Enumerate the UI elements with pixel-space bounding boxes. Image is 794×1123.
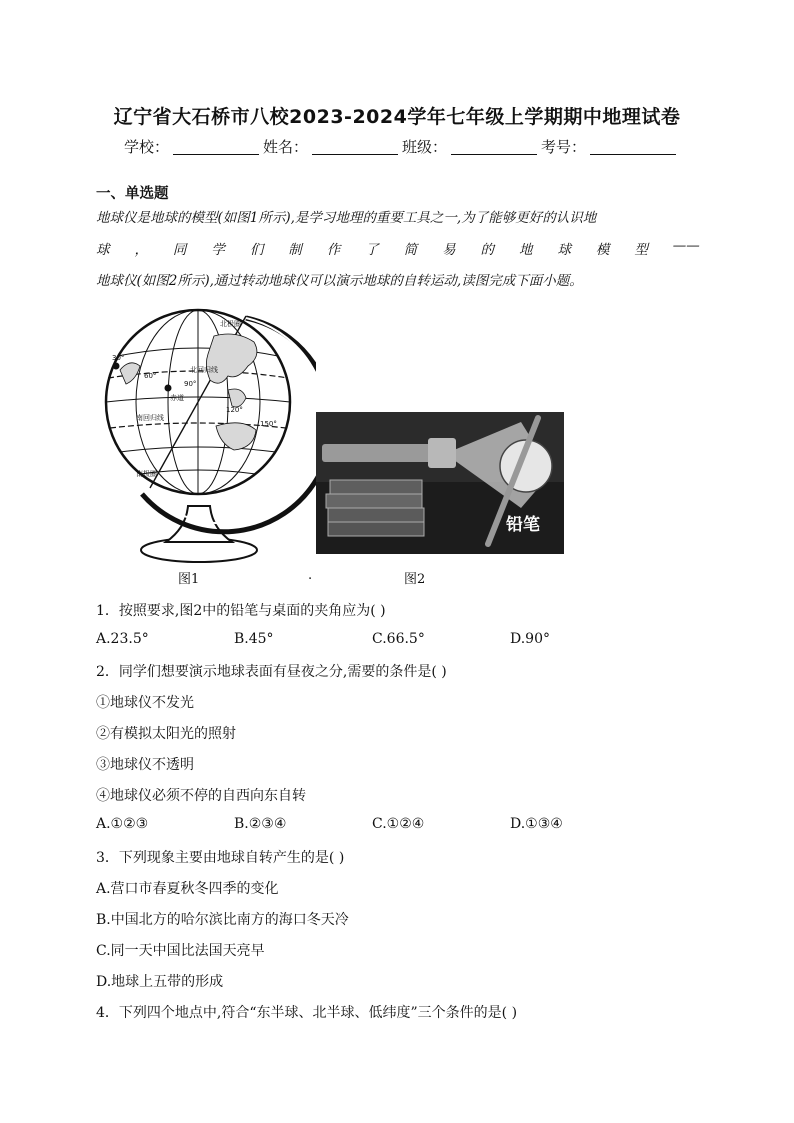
school-label: 学校：: [124, 138, 170, 156]
option-c[interactable]: C.①②④: [372, 816, 425, 832]
globe-label-30: 30°: [112, 354, 125, 362]
book: [328, 508, 424, 522]
intro-char: ——: [672, 238, 700, 254]
globe-figure: [96, 306, 316, 568]
book: [328, 522, 424, 536]
intro-char: 型: [634, 242, 648, 258]
number-blank[interactable]: [590, 140, 676, 155]
fig1-caption: 图1: [178, 572, 200, 587]
book: [330, 480, 422, 494]
option-b[interactable]: B.中国北方的哈尔滨比南方的海口冬天冷: [96, 912, 349, 928]
intro-line-3: 地球仪(如图2所示),通过转动地球仪可以演示地球的自转运动,读图完成下面小题。: [96, 273, 583, 289]
statement: ②有模拟太阳光的照射: [96, 726, 236, 742]
student-info-row: [124, 136, 684, 157]
intro-char: 学: [211, 242, 225, 258]
paper-title: 辽宁省大石桥市八校2023-2024学年七年级上学期期中地理试卷: [113, 106, 681, 128]
pencil-label: 铅笔: [506, 515, 540, 535]
fig2-caption: 图2: [404, 572, 426, 587]
intro-char: 的: [480, 242, 495, 258]
name-label: 姓名：: [263, 138, 309, 156]
number-label: 考号：: [541, 138, 587, 156]
globe-label-90: 90°: [184, 380, 197, 388]
school-blank[interactable]: [173, 140, 259, 155]
question-3-stem: 3．下列现象主要由地球自转产生的是( ): [96, 850, 345, 866]
option-d[interactable]: D.90°: [510, 631, 550, 647]
option-a[interactable]: A.①②③: [96, 816, 149, 832]
class-blank[interactable]: [451, 140, 537, 155]
class-label: 班级：: [402, 138, 448, 156]
intro-line-1: 地球仪是地球的模型(如图1所示),是学习地理的重要工具之一,为了能够更好的认识地: [96, 210, 597, 226]
separator-dot: .: [308, 568, 313, 583]
question-1-stem: 1．按照要求,图2中的铅笔与桌面的夹角应为( ): [96, 603, 386, 619]
intro-char: 球: [557, 242, 571, 258]
statement: ①地球仪不发光: [96, 695, 194, 711]
point-marker: [165, 385, 172, 392]
section-heading: 一、单选题: [96, 186, 169, 202]
statement: ③地球仪不透明: [96, 757, 194, 773]
flashlight: [322, 444, 432, 462]
statement: ④地球仪必须不停的自西向东自转: [96, 788, 306, 804]
option-c[interactable]: C.同一天中国比法国天亮早: [96, 943, 265, 959]
globe-label-150: 150°: [260, 420, 277, 428]
globe-label-tropic-n: 北回归线: [190, 366, 218, 374]
intro-char: 球: [96, 242, 110, 258]
option-c[interactable]: C.66.5°: [372, 631, 425, 647]
globe-label-arctic: 北极圈: [220, 320, 241, 328]
intro-char: ，: [134, 242, 148, 258]
option-a[interactable]: A.23.5°: [96, 631, 149, 647]
intro-char: 模: [595, 242, 610, 258]
globe-label-tropic-s: 南回归线: [136, 414, 164, 422]
question-2-stem: 2．同学们想要演示地球表面有昼夜之分,需要的条件是( ): [96, 664, 447, 680]
name-blank[interactable]: [312, 140, 398, 155]
intro-char: 制: [288, 242, 302, 258]
intro-char: 简: [403, 242, 418, 258]
option-b[interactable]: B.②③④: [234, 816, 287, 832]
question-4-stem: 4．下列四个地点中,符合“东半球、北半球、低纬度”三个条件的是( ): [96, 1005, 518, 1021]
flashlight-photo: [316, 412, 564, 554]
point-marker: [113, 363, 120, 370]
option-d[interactable]: D.①③④: [510, 816, 563, 832]
intro-char: 易: [442, 242, 456, 258]
option-a[interactable]: A.营口市春夏秋冬四季的变化: [96, 881, 279, 897]
intro-char: 了: [365, 242, 379, 258]
globe-label-equator: 赤道: [170, 394, 184, 402]
globe-label-60: 60°: [144, 372, 157, 380]
option-d[interactable]: D.地球上五带的形成: [96, 974, 224, 990]
option-b[interactable]: B.45°: [234, 631, 274, 647]
intro-char: 作: [326, 242, 341, 258]
book: [326, 494, 422, 508]
globe-label-antarctic: 南极圈: [136, 470, 157, 478]
intro-char: 同: [172, 242, 187, 258]
intro-char: 们: [249, 242, 264, 258]
intro-line-2: [96, 238, 700, 258]
globe-label-120: 120°: [226, 406, 243, 414]
intro-char: 地: [518, 242, 533, 258]
